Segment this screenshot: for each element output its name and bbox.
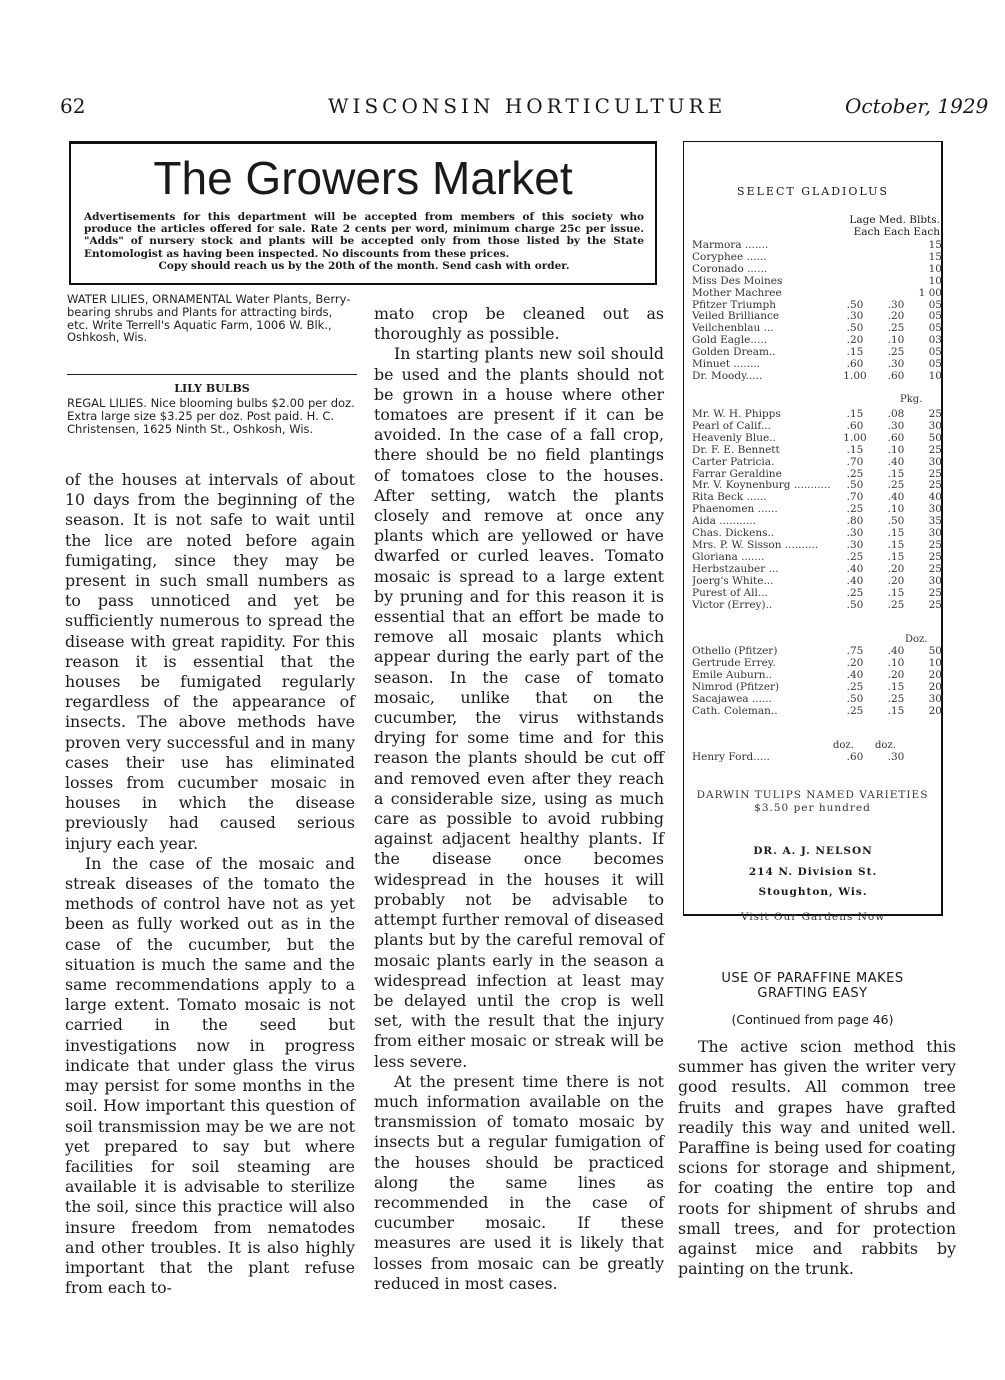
- price-row: [692, 588, 942, 600]
- bulblet-price: 10: [928, 369, 942, 382]
- price-row: [692, 311, 942, 323]
- bulblet-price: 05: [928, 346, 942, 359]
- water-lilies-ad: WATER LILIES, ORNAMENTAL Water Plants, Berry-bearing shrubs and Plants for attracting birds, etc. Write Terrell's Aquatic Farm, 1006 W. Blk., Oshkosh, Wis.: [67, 292, 351, 345]
- large-price: .30: [846, 527, 864, 540]
- large-price: .25: [846, 704, 864, 717]
- article-paragraph: The active scion method this summer has given the writer very good results. All common tree fruits and grapes have grafted readily this way and united well. Paraffine is being used for coating scions for storage and shipment, for coating the entire top and roots for shipment of shrubs and small trees, and for protection against mice and rabbits by painting on the trunk.: [678, 1037, 956, 1279]
- price-row: [692, 359, 942, 371]
- price-row: [692, 492, 942, 504]
- gladiolus-price-table-3: [692, 646, 942, 717]
- doz-label: doz.: [833, 740, 854, 751]
- variety-name: Coronado ......: [692, 263, 768, 275]
- price-row: [692, 421, 942, 433]
- medium-price: .40: [887, 645, 905, 657]
- price-row: [692, 457, 942, 469]
- large-price: .20: [846, 656, 864, 669]
- price-row: [692, 528, 942, 540]
- gladiolus-column-header-units: Each Each Each: [853, 226, 940, 238]
- bulblet-price: 10: [928, 274, 942, 287]
- price-row: [692, 516, 942, 528]
- bulblet-price: 10: [928, 656, 942, 669]
- price-row: [692, 371, 942, 383]
- variety-name: Farrar Geraldine: [692, 468, 782, 480]
- medium-price: [876, 264, 916, 276]
- gladiolus-price-table-4: [692, 752, 942, 764]
- medium-price: .15: [887, 704, 905, 717]
- large-price: .50: [846, 692, 864, 705]
- large-price: .60: [846, 751, 864, 763]
- medium-price: [876, 276, 916, 288]
- variety-name: Sacajawea ......: [692, 693, 772, 705]
- large-price: .80: [846, 515, 864, 528]
- advertiser-city: Stoughton, Wis.: [758, 886, 868, 898]
- medium-price: .40: [887, 491, 905, 504]
- large-price: .50: [846, 298, 864, 311]
- variety-name: Nimrod (Pfitzer): [692, 681, 780, 693]
- large-price: .60: [846, 419, 864, 432]
- medium-price: .50: [887, 515, 905, 528]
- price-row: [692, 646, 942, 658]
- large-price: .70: [846, 455, 864, 468]
- article-column-2: [374, 304, 664, 1294]
- variety-name: Joerg's White...: [692, 575, 774, 587]
- large-price: [834, 240, 876, 252]
- bulblet-price: 15: [928, 250, 942, 263]
- bulblet-price: 30: [928, 692, 942, 705]
- large-price: 1.00: [843, 431, 867, 444]
- variety-name: Miss Des Moines: [692, 275, 783, 287]
- variety-name: Henry Ford.....: [692, 752, 770, 763]
- variety-name: Mother Machree: [692, 287, 782, 299]
- medium-price: [876, 288, 916, 300]
- price-row: [692, 264, 942, 276]
- bulblet-price: 30: [928, 527, 942, 540]
- price-row: [692, 469, 942, 481]
- price-row: [692, 576, 942, 588]
- variety-name: Gloriana .......: [692, 551, 765, 563]
- variety-name: Gertrude Errey.: [692, 657, 776, 669]
- variety-name: Heavenly Blue..: [692, 432, 776, 444]
- paraffine-article-title: USE OF PARAFFINE MAKES GRAFTING EASY: [721, 971, 904, 1001]
- medium-price: .20: [887, 310, 905, 323]
- variety-name: Herbstzauber ...: [692, 563, 779, 575]
- bulblet-price: 03: [928, 334, 942, 347]
- large-price: .25: [846, 467, 864, 480]
- medium-price: .20: [887, 562, 905, 575]
- article-paragraph: In the case of the mosaic and streak diseases of the tomato the methods of control have not as yet been as fully worked out as in the case of the cucumber, but the situation is much the same and the same recommendations apply to a large extent. Tomato mosaic is not carried in the seed but investigations now in progress indicate that under glass the virus may persist for some months in the soil. How important this question of soil transmission may be we are not yet prepared to say but where facilities for soil steaming are available it is advisable to sterilize the soil, since this practice will also insure freedom from nematodes and other troubles. It is also highly important that the plant refuse from each to-: [65, 853, 355, 1298]
- price-row: [692, 658, 942, 670]
- bulblet-price: 30: [928, 503, 942, 516]
- price-row: [692, 600, 942, 612]
- variety-name: Victor (Errey)..: [692, 599, 773, 611]
- price-row: [692, 552, 942, 564]
- growers-market-copy-note: Copy should reach us by the 20th of the month. Send cash with order.: [158, 259, 570, 272]
- gladiolus-price-table-2: [692, 409, 942, 611]
- medium-price: .15: [887, 550, 905, 563]
- pkg-label: Pkg.: [900, 394, 923, 405]
- medium-price: .25: [887, 692, 905, 705]
- variety-name: Pearl of Calif...: [692, 420, 771, 432]
- large-price: .50: [846, 322, 864, 335]
- article-paragraph: At the present time there is not much information available on the transmission of tomato mosaic by insects but a regular fumigation of the houses should be practiced along the same lines as recommended in the case of cucumber mosaic. If these measures are used it is likely that losses from mosaic can be greatly reduced in most cases.: [374, 1071, 664, 1293]
- large-price: .15: [846, 443, 864, 456]
- bulblet-price: 15: [928, 239, 942, 251]
- medium-price: .30: [887, 358, 905, 371]
- large-price: .20: [846, 334, 864, 347]
- variety-name: Aida ...........: [692, 516, 756, 528]
- lily-bulbs-heading: LILY BULBS: [174, 382, 250, 395]
- large-price: .50: [846, 479, 864, 492]
- bulblet-price: 05: [928, 322, 942, 335]
- price-row: [692, 682, 942, 694]
- large-price: .25: [846, 586, 864, 599]
- medium-price: .30: [887, 419, 905, 432]
- medium-price: .25: [887, 479, 905, 492]
- variety-name: Veilchenblau ...: [692, 323, 774, 335]
- price-row: [692, 504, 942, 516]
- bulblet-price: 25: [928, 467, 942, 480]
- lily-bulbs-ad: REGAL LILIES. Nice blooming bulbs $2.00 per doz. Extra large size $3.25 per doz. Post paid. H. C. Christensen, 1625 Ninth St., Oshkosh, Wis.: [67, 396, 355, 436]
- bulblet-price: 30: [928, 455, 942, 468]
- medium-price: .10: [887, 656, 905, 669]
- large-price: [834, 288, 876, 300]
- bulblet-price: 50: [928, 431, 942, 444]
- medium-price: .20: [887, 574, 905, 587]
- variety-name: Pfitzer Triumph: [692, 299, 776, 311]
- growers-market-description: [84, 211, 644, 272]
- advertiser-address: 214 N. Division St.: [748, 866, 878, 878]
- bulblet-price: 25: [928, 598, 942, 611]
- large-price: [834, 276, 876, 288]
- medium-price: .08: [887, 408, 905, 420]
- price-row: [692, 752, 942, 764]
- price-row: [692, 409, 942, 421]
- doz-label: doz.: [875, 740, 896, 751]
- variety-name: Dr. Moody.....: [692, 370, 763, 382]
- variety-name: Coryphee ......: [692, 251, 767, 263]
- large-price: .40: [846, 668, 864, 681]
- variety-name: Othello (Pfitzer): [692, 646, 778, 657]
- medium-price: .60: [887, 431, 905, 444]
- journal-title: WISCONSIN HORTICULTURE: [328, 94, 727, 118]
- medium-price: .15: [887, 680, 905, 693]
- price-row: [692, 706, 942, 718]
- medium-price: [876, 252, 916, 264]
- price-row: [692, 540, 942, 552]
- paraffine-article-body: [678, 1037, 956, 1279]
- large-price: .15: [846, 408, 864, 420]
- gladiolus-column-header-sizes: Lage Med. Blbts.: [849, 214, 940, 226]
- bulblet-price: 1 00: [918, 286, 942, 299]
- large-price: .40: [846, 574, 864, 587]
- article-paragraph: of the houses at intervals of about 10 days from the beginning of the season. It is not safe to wait until the lice are noted before again fumigating, since they may be present in such small numbers as to pass unnoticed and yet be sufficiently numerous to spread the disease with great rapidity. For this reason it is essential that the houses be fumigated regularly regardless of the appearance of insects. The above methods have proven very successful and in many cases their use has eliminated losses from cucumber mosaic in houses in which the disease previously had caused serious injury each year.: [65, 470, 355, 853]
- bulblet-price: 25: [928, 586, 942, 599]
- variety-name: Dr. F. E. Bennett: [692, 444, 780, 456]
- medium-price: .60: [887, 369, 905, 382]
- medium-price: .10: [887, 443, 905, 456]
- medium-price: .25: [887, 322, 905, 335]
- price-row: [692, 240, 942, 252]
- price-row: [692, 564, 942, 576]
- bulblet-price: 05: [928, 298, 942, 311]
- large-price: .25: [846, 550, 864, 563]
- variety-name: Golden Dream..: [692, 347, 776, 359]
- variety-name: Purest of All...: [692, 587, 768, 599]
- large-price: [834, 252, 876, 264]
- bulblet-price: 10: [928, 262, 942, 275]
- bulblet-price: 35: [928, 515, 942, 528]
- price-row: [692, 480, 942, 492]
- medium-price: .25: [887, 346, 905, 359]
- large-price: .60: [846, 358, 864, 371]
- large-price: .40: [846, 562, 864, 575]
- bulblet-price: 25: [928, 443, 942, 456]
- bulblet-price: 25: [928, 408, 942, 420]
- medium-price: .20: [887, 668, 905, 681]
- bulblet-price: 20: [928, 704, 942, 717]
- medium-price: .10: [887, 503, 905, 516]
- doz-label: Doz.: [905, 634, 928, 645]
- growers-market-title: The Growers Market: [153, 152, 573, 204]
- bulblet-price: 05: [928, 310, 942, 323]
- large-price: .30: [846, 310, 864, 323]
- medium-price: .15: [887, 527, 905, 540]
- price-row: [692, 335, 942, 347]
- price-row: [692, 433, 942, 445]
- gladiolus-ad-title: SELECT GLADIOLUS: [737, 185, 889, 198]
- bulblet-price: 20: [928, 668, 942, 681]
- large-price: [834, 264, 876, 276]
- medium-price: .15: [887, 586, 905, 599]
- article-column-1: [65, 470, 355, 1298]
- medium-price: .15: [887, 467, 905, 480]
- issue-date: October, 1929: [845, 94, 989, 118]
- large-price: .25: [846, 680, 864, 693]
- medium-price: .25: [887, 598, 905, 611]
- variety-name: Veiled Brilliance: [692, 311, 780, 323]
- medium-price: .40: [887, 455, 905, 468]
- bulblet-price: 25: [928, 550, 942, 563]
- variety-name: Phaenomen ......: [692, 504, 778, 516]
- price-row: [692, 300, 942, 312]
- price-row: [692, 323, 942, 335]
- medium-price: .15: [887, 538, 905, 551]
- ad-divider: [67, 374, 357, 375]
- bulblet-price: [916, 752, 942, 764]
- bulblet-price: 05: [928, 358, 942, 371]
- variety-name: Mr. W. H. Phipps: [692, 409, 781, 420]
- page-number: 62: [60, 94, 86, 118]
- bulblet-price: 25: [928, 562, 942, 575]
- variety-name: Carter Patricia.: [692, 456, 775, 468]
- price-row: [692, 276, 942, 288]
- variety-name: Marmora .......: [692, 240, 769, 251]
- price-row: [692, 670, 942, 682]
- bulblet-price: 50: [928, 645, 942, 657]
- gladiolus-price-table-1: [692, 240, 942, 383]
- advertiser-name: DR. A. J. NELSON: [753, 845, 873, 857]
- medium-price: .30: [887, 298, 905, 311]
- variety-name: Chas. Dickens..: [692, 528, 775, 540]
- large-price: .70: [846, 491, 864, 504]
- large-price: .75: [846, 645, 864, 657]
- variety-name: Gold Eagle.....: [692, 335, 768, 347]
- darwin-tulips-offer: DARWIN TULIPS NAMED VARIETIES $3.50 per hundred: [696, 789, 929, 814]
- variety-name: Rita Beck ......: [692, 492, 767, 504]
- variety-name: Minuet ........: [692, 359, 761, 371]
- large-price: .50: [846, 598, 864, 611]
- variety-name: Cath. Coleman..: [692, 705, 778, 717]
- variety-name: Emile Auburn..: [692, 669, 773, 681]
- bulblet-price: 25: [928, 479, 942, 492]
- bulblet-price: 30: [928, 574, 942, 587]
- continued-note: (Continued from page 46): [731, 1012, 894, 1027]
- medium-price: .10: [887, 334, 905, 347]
- price-row: [692, 288, 942, 300]
- price-row: [692, 347, 942, 359]
- bulblet-price: 40: [928, 491, 942, 504]
- large-price: .30: [846, 538, 864, 551]
- article-paragraph: In starting plants new soil should be used and the plants should not be grown in a house where other tomatoes are present if it can be avoided. In the case of a fall crop, there should be no field plantings of tomatoes close to the houses. After setting, watch the plants closely and remove at once any plants which are yellowed or have dwarfed or curled leaves. Tomato mosaic is spread to a large extent by pruning and for this reason it is essential that an effort be made to remove all mosaic plants which appear during the early part of the season. In the case of tomato mosaic, unlike that on the cucumber, the virus withstands drying for some time and for this reason the plants should be cut off and removed even after they reach a considerable size, using as much care as possible to avoid rubbing against adjacent healthy plants. If the disease once becomes widespread in the houses it will probably not be advisable to attempt further removal of diseased plants but by the careful removal of mosaic plants early in the season a widespread infection at least may be delayed until the crop is well set, with the result that the injury from either mosaic or streak will be less severe.: [374, 344, 664, 1071]
- price-row: [692, 694, 942, 706]
- variety-name: Mrs. P. W. Sisson ..........: [692, 539, 819, 551]
- medium-price: .30: [887, 751, 905, 763]
- large-price: 1.00: [843, 369, 867, 382]
- article-paragraph: mato crop be cleaned out as thoroughly as possible.: [374, 304, 664, 344]
- large-price: .15: [846, 346, 864, 359]
- large-price: .25: [846, 503, 864, 516]
- medium-price: [876, 240, 916, 252]
- variety-name: Mr. V. Koynenburg ...........: [692, 480, 831, 492]
- price-row: [692, 445, 942, 457]
- growers-market-rules: Advertisements for this department will be accepted from members of this society who produce the articles offered for sale. Rate 2 cents per word, minimum charge 25c per issue. "Adds" of nursery stock and plants will be accepted only from those listed by the State Entomologist as having been inspected. No discounts from these prices.: [84, 211, 644, 260]
- visit-gardens-note: Visit Our Gardens Now: [740, 911, 886, 923]
- bulblet-price: 25: [928, 538, 942, 551]
- price-row: [692, 252, 942, 264]
- bulblet-price: 30: [928, 419, 942, 432]
- bulblet-price: 20: [928, 680, 942, 693]
